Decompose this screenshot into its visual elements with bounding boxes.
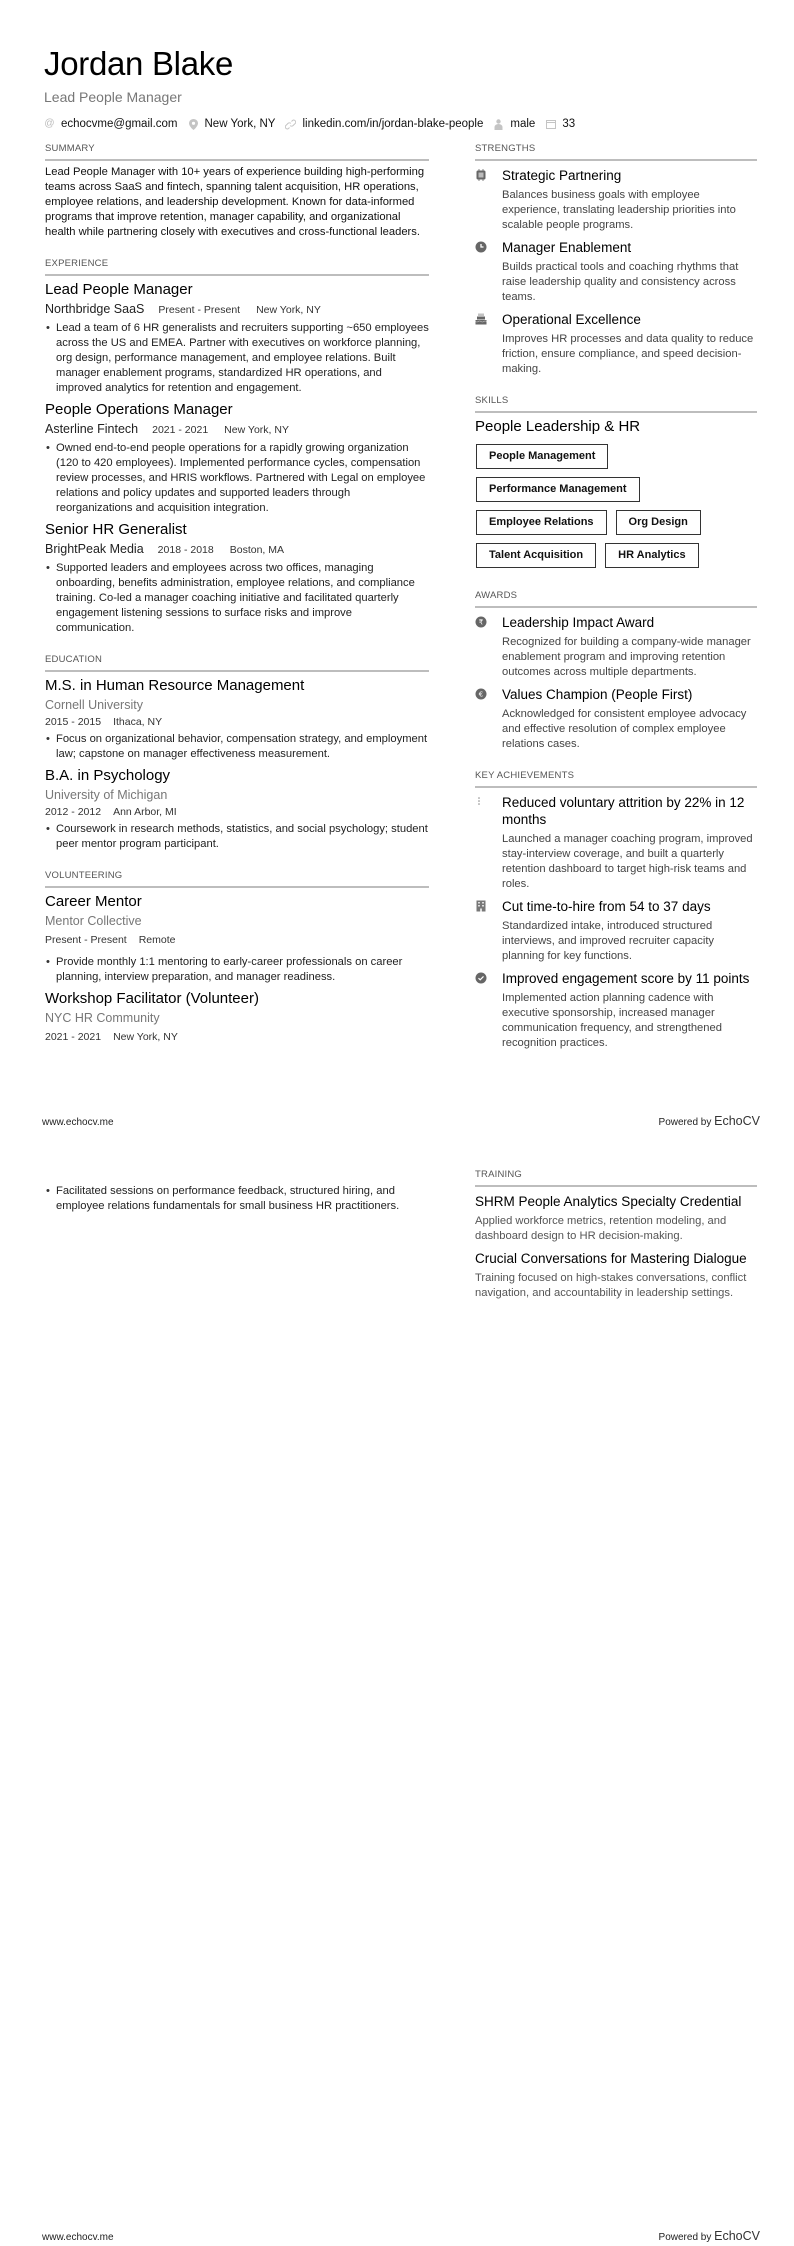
contact-location: New York, NY (188, 116, 276, 132)
bullet-list (45, 955, 429, 985)
degree: M.S. in Human Resource Management (45, 677, 305, 694)
company: Asterline Fintech (45, 422, 139, 436)
dots-vertical-icon (475, 794, 502, 892)
section-title: EDUCATION (45, 654, 429, 672)
skill-chip: Performance Management (476, 477, 640, 502)
section-title: EXPERIENCE (45, 258, 429, 276)
skill-chips (475, 440, 757, 572)
location: Ithaca, NY (113, 716, 163, 728)
strength-desc: Balances business goals with employee experience, translating leadership priorities into scalable people programs. (502, 189, 736, 231)
skill-group-title: People Leadership & HR (475, 418, 641, 435)
job-title: Lead People Manager (45, 281, 193, 298)
strengths-section (475, 143, 757, 377)
location: Ann Arbor, MI (113, 806, 177, 818)
contact-email[interactable]: @ echocvme@gmail.com (44, 118, 178, 130)
euro-coin-icon (475, 686, 502, 752)
experience-entry (45, 400, 429, 516)
contact-age: 33 (545, 116, 575, 132)
education-entry (45, 676, 429, 762)
achievement-title: Cut time-to-hire from 54 to 37 days (502, 899, 711, 914)
bullet-list (45, 441, 429, 516)
contact-gender: male (493, 116, 535, 132)
achievement-item (475, 794, 757, 892)
brand-logo[interactable]: EchoCV (714, 1114, 760, 1128)
resume-page-2 (0, 1123, 794, 2246)
achievement-desc: Standardized intake, introduced structured interviews, and improved recruiter capacity planning for key functions. (502, 920, 715, 962)
dates: 2018 - 2018 (157, 544, 214, 556)
powered-by: Powered by EchoCV (658, 1114, 760, 1128)
award-desc: Recognized for building a company-wide manager enablement program and improving retention outcomes across multiple departments. (502, 636, 751, 678)
location: Boston, MA (229, 544, 285, 556)
section-title: TRAINING (475, 1169, 757, 1187)
education-meta (45, 715, 429, 729)
volunteering-entry (45, 892, 429, 985)
summary-text: Lead People Manager with 10+ years of experience building high-performing teams across SaaS and fintech, spanning talent acquisition, HR operations, employee relations, and leadership development. Known for data-informed programs that improve retention, manager capability, and organizational health while partnering closely with executives and cross-functional leaders. (45, 166, 425, 238)
school: University of Michigan (45, 788, 168, 802)
dates: 2012 - 2012 (45, 806, 102, 818)
section-title: VOLUNTEERING (45, 870, 429, 888)
experience-entry (45, 280, 429, 396)
volunteer-meta (45, 1030, 429, 1044)
job-title: Senior HR Generalist (45, 521, 187, 538)
link-icon (285, 119, 296, 130)
experience-section (45, 258, 429, 636)
bullet-item: • Supported leaders and employees across two offices, managing onboarding, benefits administration, employee relations, and compliance training. Co-led a manager coaching initiative and facilitated quarterly engagement listening sessions to surface risks and improve communication. (45, 561, 429, 636)
candidate-name: Jordan Blake (44, 45, 234, 82)
training-title: SHRM People Analytics Specialty Credential (475, 1194, 742, 1209)
company: BrightPeak Media (45, 542, 144, 556)
right-column (475, 1169, 757, 1319)
strength-title: Operational Excellence (502, 312, 641, 327)
award-item (475, 614, 757, 680)
section-title: AWARDS (475, 590, 757, 608)
achievements-section (475, 770, 757, 1051)
location: Remote (138, 934, 176, 946)
experience-entry (45, 520, 429, 636)
clock-icon (475, 239, 502, 305)
award-title: Leadership Impact Award (502, 615, 655, 630)
achievement-item (475, 898, 757, 964)
page-footer (42, 2229, 760, 2243)
achievement-title: Improved engagement score by 11 points (502, 971, 750, 986)
volunteer-meta (45, 933, 429, 947)
location: New York, NY (113, 1031, 178, 1043)
volunteering-entry (45, 989, 429, 1044)
dates: Present - Present (45, 934, 127, 946)
right-column (475, 143, 757, 1069)
dates: Present - Present (158, 304, 241, 316)
achievement-item (475, 970, 757, 1051)
svg-text:€: € (478, 690, 484, 699)
section-title: STRENGTHS (475, 143, 757, 161)
award-title: Values Champion (People First) (502, 687, 693, 702)
strength-item (475, 311, 757, 377)
summary-section (45, 143, 429, 240)
job-meta (45, 301, 429, 318)
education-section (45, 654, 429, 852)
dates: 2021 - 2021 (152, 424, 209, 436)
skill-chip: HR Analytics (605, 543, 698, 568)
candidate-role: Lead People Manager (44, 89, 182, 105)
achievement-title: Reduced voluntary attrition by 22% in 12 months (502, 795, 745, 827)
left-column (45, 1181, 429, 1218)
education-entry (45, 766, 429, 852)
company: Northbridge SaaS (45, 302, 145, 316)
website-link[interactable]: www.echocv.me (42, 1117, 114, 1128)
calendar-icon (545, 119, 556, 130)
svg-text:₹: ₹ (478, 618, 484, 627)
cake-icon (475, 311, 502, 377)
awards-section (475, 590, 757, 752)
chip-icon (475, 167, 502, 233)
resume-header (44, 44, 764, 132)
contact-bar (44, 116, 764, 132)
skill-chip: Talent Acquisition (476, 543, 596, 568)
strength-desc: Improves HR processes and data quality to reduce friction, ensure compliance, and speed decision-making. (502, 333, 754, 375)
bullet-list (45, 1184, 429, 1214)
award-item (475, 686, 757, 752)
training-title: Crucial Conversations for Mastering Dialogue (475, 1251, 747, 1266)
location: New York, NY (256, 304, 321, 316)
bullet-item: • Provide monthly 1:1 mentoring to early-career professionals on career planning, interview preparation, and manager readiness. (45, 955, 429, 985)
strength-title: Strategic Partnering (502, 168, 622, 183)
contact-linkedin[interactable]: linkedin.com/in/jordan-blake-people (285, 116, 483, 132)
dates: 2021 - 2021 (45, 1031, 102, 1043)
website-link[interactable]: www.echocv.me (42, 2232, 114, 2243)
brand-logo[interactable]: EchoCV (714, 2229, 760, 2243)
section-title: SKILLS (475, 395, 757, 413)
job-meta (45, 421, 429, 438)
building-icon (475, 898, 502, 964)
skill-chip: Org Design (616, 510, 701, 535)
education-meta (45, 805, 429, 819)
bullet-list (45, 561, 429, 636)
person-icon (493, 119, 504, 130)
training-desc: Training focused on high-stakes conversations, conflict navigation, and accountability in leadership settings. (475, 1272, 747, 1299)
bullet-item: • Coursework in research methods, statistics, and social psychology; student peer mentor program participant. (45, 822, 429, 852)
left-column (45, 143, 429, 1062)
training-item (475, 1250, 757, 1301)
degree: B.A. in Psychology (45, 767, 171, 784)
training-section (475, 1169, 757, 1301)
bullet-list (45, 732, 429, 762)
dates: 2015 - 2015 (45, 716, 102, 728)
section-title: SUMMARY (45, 143, 429, 161)
strength-item (475, 239, 757, 305)
volunteer-org: Mentor Collective (45, 914, 142, 928)
job-title: People Operations Manager (45, 401, 233, 418)
skill-chip: Employee Relations (476, 510, 607, 535)
award-desc: Acknowledged for consistent employee advocacy and effective resolution of complex employee relations cases. (502, 708, 747, 750)
volunteer-org: NYC HR Community (45, 1011, 160, 1025)
volunteering-section (45, 870, 429, 1044)
strength-title: Manager Enablement (502, 240, 632, 255)
job-meta (45, 541, 429, 558)
bullet-list (45, 321, 429, 396)
bullet-item: • Owned end-to-end people operations for a rapidly growing organization (120 to 420 employees). Implemented performance cycles, compensation review processes, and HRIS workflows. Partnered with Legal on employee relations and policy updates and supported leaders through reorganizations and acquisition integration. (45, 441, 429, 516)
skill-chip: People Management (476, 444, 608, 469)
section-title: KEY ACHIEVEMENTS (475, 770, 757, 788)
achievement-desc: Launched a manager coaching program, improved stay-interview coverage, and built a quarterly retention dashboard to target high-risk teams and roles. (502, 833, 753, 890)
bullet-item: • Lead a team of 6 HR generalists and recruiters supporting ~650 employees across the US and EMEA. Partner with executives on workforce planning, org design, performance management, and employee relations. Built manager enablement programs, standardized HR operations, and improved analytics for retention and engagement. (45, 321, 429, 396)
strength-desc: Builds practical tools and coaching rhythms that raise leadership quality and consistency across teams. (502, 261, 739, 303)
achievement-desc: Implemented action planning cadence with executive sponsorship, increased manager communication frequency, and strengthened recognition practices. (502, 992, 722, 1049)
check-circle-icon (475, 970, 502, 1051)
location-pin-icon (188, 119, 199, 130)
volunteer-role: Career Mentor (45, 893, 142, 910)
strength-item (475, 167, 757, 233)
training-desc: Applied workforce metrics, retention modeling, and dashboard design to HR decision-making. (475, 1215, 727, 1242)
powered-by: Powered by EchoCV (658, 2229, 760, 2243)
school: Cornell University (45, 698, 143, 712)
bullet-list (45, 822, 429, 852)
at-icon: @ (44, 118, 55, 129)
rupee-coin-icon (475, 614, 502, 680)
bullet-item: • Facilitated sessions on performance feedback, structured hiring, and employee relations fundamentals for small business HR practitioners. (45, 1184, 429, 1214)
bullet-item: • Focus on organizational behavior, compensation strategy, and employment law; capstone on manager effectiveness measurement. (45, 732, 429, 762)
skills-section (475, 395, 757, 572)
training-item (475, 1193, 757, 1244)
volunteer-role: Workshop Facilitator (Volunteer) (45, 990, 259, 1007)
location: New York, NY (224, 424, 289, 436)
